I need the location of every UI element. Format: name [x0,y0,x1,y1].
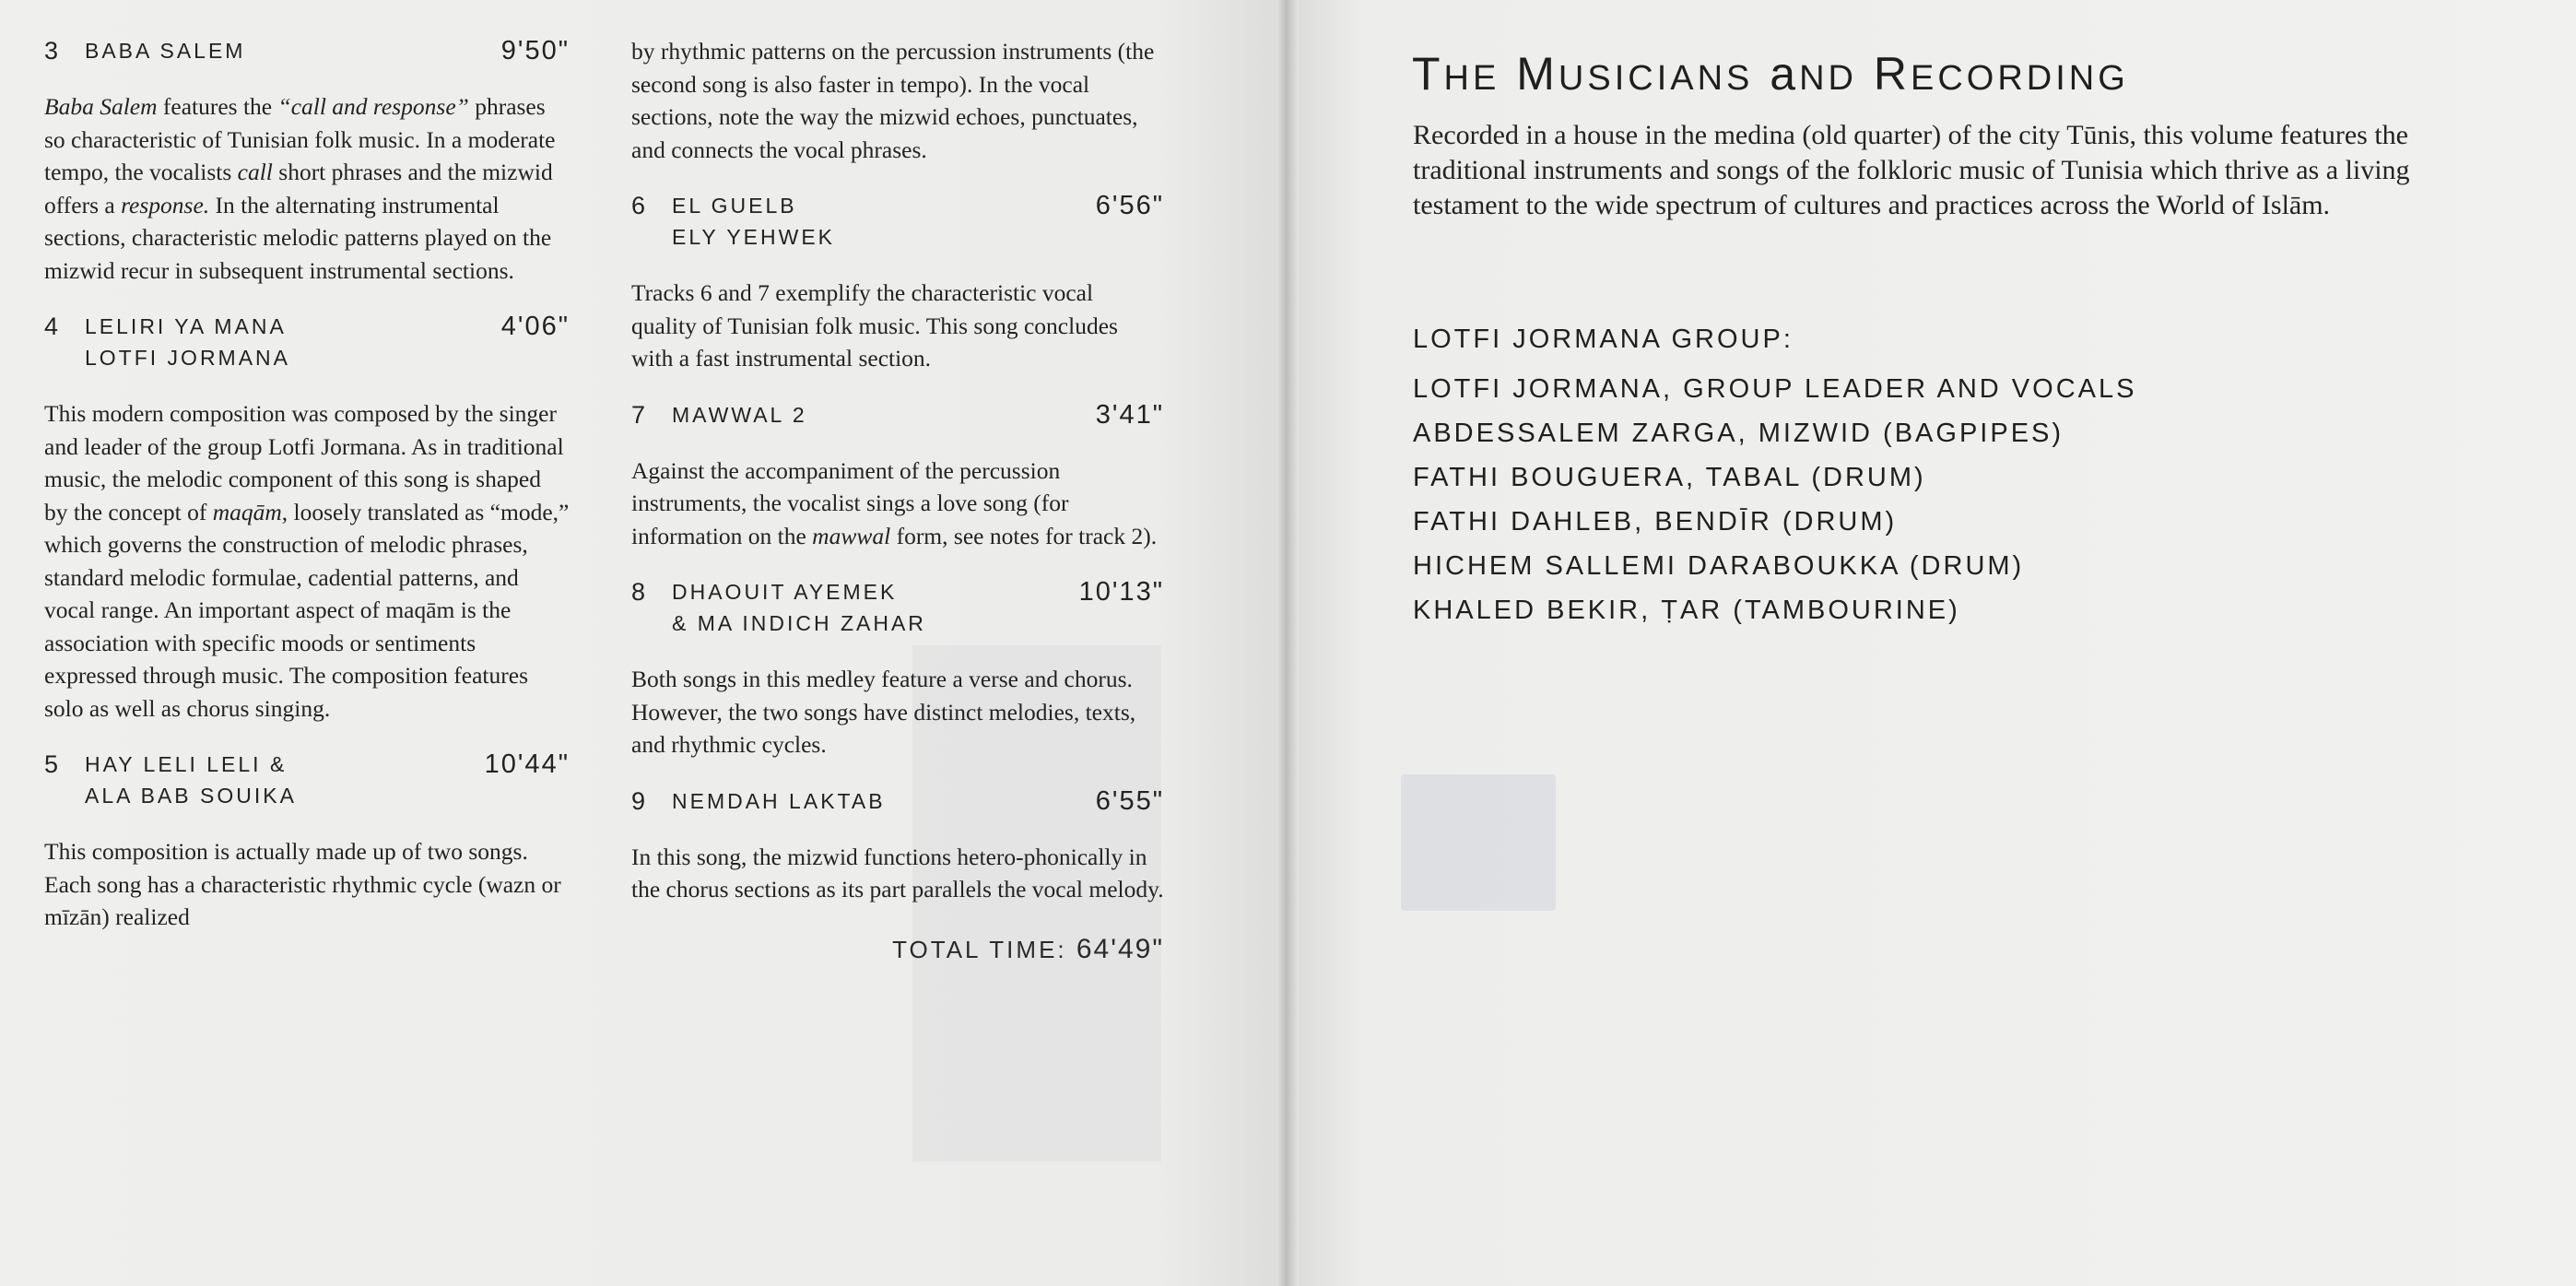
track-duration: 10'13" [1078,577,1164,607]
track-description: In this song, the mizwid functions hetero-phonically in the chorus sections as its part parallels the vocal melody. [631,843,1164,903]
track-header [631,399,1164,431]
track-title [85,311,501,373]
track-description: Baba Salem features the “call and response” phrases so characteristic of Tunisian folk music. In a moderate tempo, the vocalists call short phrases and the mizwid offers a response. In the alternating instrumental sections, characteristic melodic patterns played on the mizwid recur in subsequent instrumental sections. [44,93,556,284]
track-header [44,749,570,811]
track-title [672,576,1079,639]
track-number: 3 [44,37,62,65]
track-number: 7 [631,400,649,429]
track-number: 4 [44,313,62,340]
track-number: 9 [631,786,649,815]
bleed-through-logo [1401,774,1556,911]
track-title-line: DHAOUIT AYEMEK [672,580,898,604]
track-title [85,749,485,811]
track-entry [44,311,570,725]
musician-entry: HICHEM SALLEMI DARABOUKKA (DRUM) [1413,551,2025,581]
track-number: 6 [631,192,649,219]
musician-entry: KHALED BEKIR, ṬAR (TAMBOURINE) [1413,596,1960,625]
recording-intro: Recorded in a house in the medina (old quarter) of the city Tūnis, this volume features the traditional instruments and songs of the folkloric music of Tunisia which thrive as a living testament to the wide spectrum of cultures and practices across the World of Islām. [1413,120,2410,220]
track-duration: 6'55" [1095,785,1164,816]
track-duration: 10'44" [484,749,570,779]
track-title-line: & MA INDICH ZAHAR [672,611,926,635]
track-header [44,35,570,66]
track-entry [631,399,1164,553]
track-title-line: LELIRI YA MANA [85,314,287,338]
track-header [631,785,1164,817]
musician-entry: FATHI DAHLEB, BENDĪR (DRUM) [1413,507,1898,537]
track-title-line: LOTFI JORMANA [85,346,291,370]
track-title [672,785,1096,817]
liner-notes-column-2 [631,35,1164,965]
track-title-line: NEMDAH LAKTAB [672,788,886,813]
track-title [672,399,1096,431]
musician-roster [1413,317,2464,632]
track-title [85,35,501,66]
track-duration: 9'50" [500,36,570,65]
total-time-value: 64'49" [1076,933,1164,964]
track-title-line: MAWWAL 2 [672,402,807,427]
track-duration: 6'56" [1095,191,1164,220]
track-header [44,311,570,373]
group-heading: LOTFI JORMANA GROUP: [1413,324,1794,354]
musician-entry: LOTFI JORMANA, GROUP LEADER AND VOCALS [1413,374,2137,404]
track-title-line: ELY YEHWEK [672,225,836,249]
continued-paragraph: by rhythmic patterns on the percussion instruments (the second song is also faster in tempo). In the vocal sections, note the way the mizwid echoes, punctuates, and connects the vocal phrases. [631,38,1155,163]
track-entry [631,576,1164,761]
track-duration: 3'41" [1095,399,1164,430]
track-header [631,576,1164,639]
track-title-line: HAY LELI LELI & [85,752,288,776]
track-description: Tracks 6 and 7 exemplify the characteristic vocal quality of Tunisian folk music. This song concludes with a fast instrumental section. [631,279,1118,372]
musician-entry: ABDESSALEM ZARGA, MIZWID (BAGPIPES) [1413,419,2064,448]
track-description: This composition is actually made up of two songs. Each song has a characteristic rhythmic cycle (wazn or mīzān) realized [44,838,561,930]
book-gutter [1276,0,1299,1286]
track-entry [44,749,570,934]
track-description: This modern composition was composed by the singer and leader of the group Lotfi Jormana. As in traditional music, the melodic component of this song is shaped by the concept of maqām, loosely translated as “mode,” which governs the construction of melodic phrases, standard melodic formulae, cadential patterns, and vocal range. An important aspect of maqām is the association with specific moods or sentiments expressed through music. The composition features solo as well as chorus singing. [44,400,570,722]
track-entry [44,35,570,287]
track-entry [631,190,1164,375]
track-title [672,190,1096,253]
total-time [631,934,1164,965]
track-title-line: ALA BAB SOUIKA [85,784,297,808]
total-time-label: TOTAL TIME: [892,935,1067,963]
page-title: THE MUSICIANS aND RECORDING [1412,48,2129,100]
track-number: 5 [44,750,62,778]
track-number: 8 [631,578,649,606]
track-description: Against the accompaniment of the percussion instruments, the vocalist sings a love song (for information on the mawwal form, see notes for track 2). [631,456,1158,549]
track-header [631,190,1164,253]
track-description: Both songs in this medley feature a verse and chorus. However, the two songs have distinct melodies, texts, and rhythmic cycles. [631,666,1136,758]
track-duration: 4'06" [500,312,570,341]
track-title-line: EL GUELB [672,194,797,218]
track-entry [631,785,1164,906]
liner-notes-column-1 [44,35,570,958]
track-title-line: BABA SALEM [85,39,246,63]
musician-entry: FATHI BOUGUERA, TABAL (DRUM) [1413,463,1926,492]
